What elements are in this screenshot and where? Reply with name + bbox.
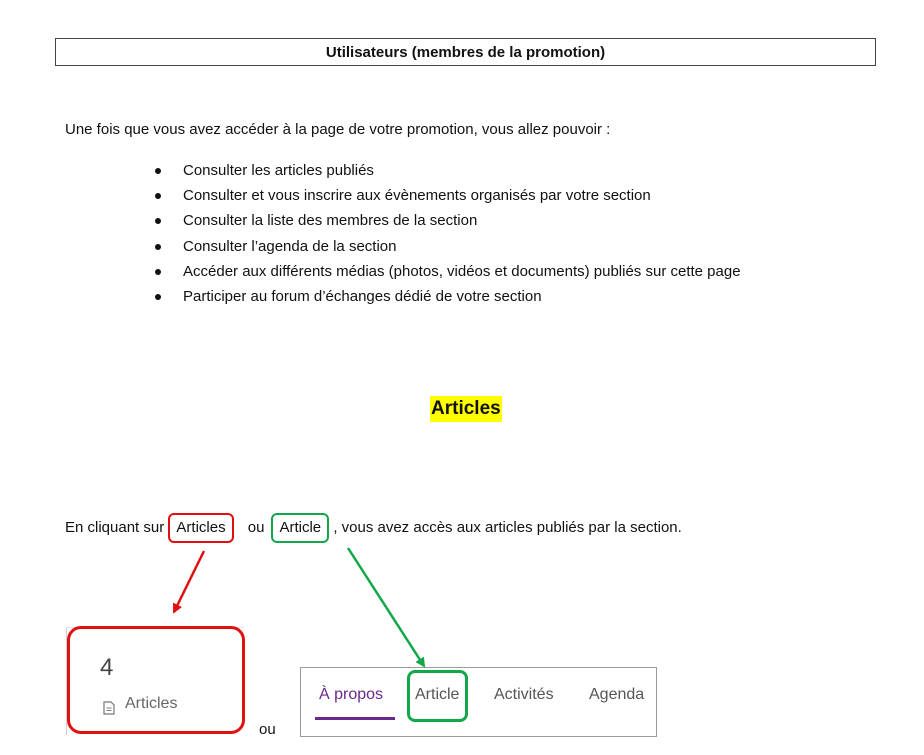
list-item: Consulter l’agenda de la section (150, 234, 741, 259)
articles-count: 4 (100, 654, 114, 681)
article-tab-callout: Article (271, 513, 329, 543)
list-item: Consulter les articles publiés (150, 158, 741, 183)
active-tab-underline (315, 717, 395, 720)
section-heading: Articles (430, 396, 502, 422)
red-arrow (174, 551, 204, 612)
red-highlight-frame (67, 626, 245, 734)
list-item: Participer au forum d’échanges dédié de votre section (150, 284, 741, 309)
document-title: Utilisateurs (membres de la promotion) (325, 43, 606, 61)
articles-count-label[interactable]: Articles (125, 695, 178, 712)
instruction-sentence (65, 513, 682, 543)
tab-activities[interactable]: Activités (494, 686, 554, 703)
list-item: Consulter et vous inscrire aux évènements organisés par votre section (150, 183, 741, 208)
tab-agenda[interactable]: Agenda (589, 686, 645, 703)
sentence-or: ou (247, 519, 265, 536)
sentence-suffix: , vous avez accès aux articles publiés par la section. (333, 519, 682, 536)
sentence-prefix: En cliquant sur (65, 519, 165, 536)
section-tabs-screenshot (300, 667, 657, 737)
tab-article[interactable]: Article (415, 686, 460, 703)
green-arrow (348, 548, 424, 666)
intro-paragraph: Une fois que vous avez accéder à la page de votre promotion, vous allez pouvoir : (65, 121, 611, 138)
feature-list (150, 158, 741, 309)
or-label: ou (259, 721, 276, 738)
document-title-box (55, 38, 876, 66)
tab-about[interactable]: À propos (319, 686, 384, 703)
list-item: Accéder aux différents médias (photos, vidéos et documents) publiés sur cette page (150, 259, 741, 284)
list-item: Consulter la liste des membres de la section (150, 208, 741, 233)
green-highlight-frame (407, 670, 468, 722)
articles-link-callout: Articles (168, 513, 233, 543)
